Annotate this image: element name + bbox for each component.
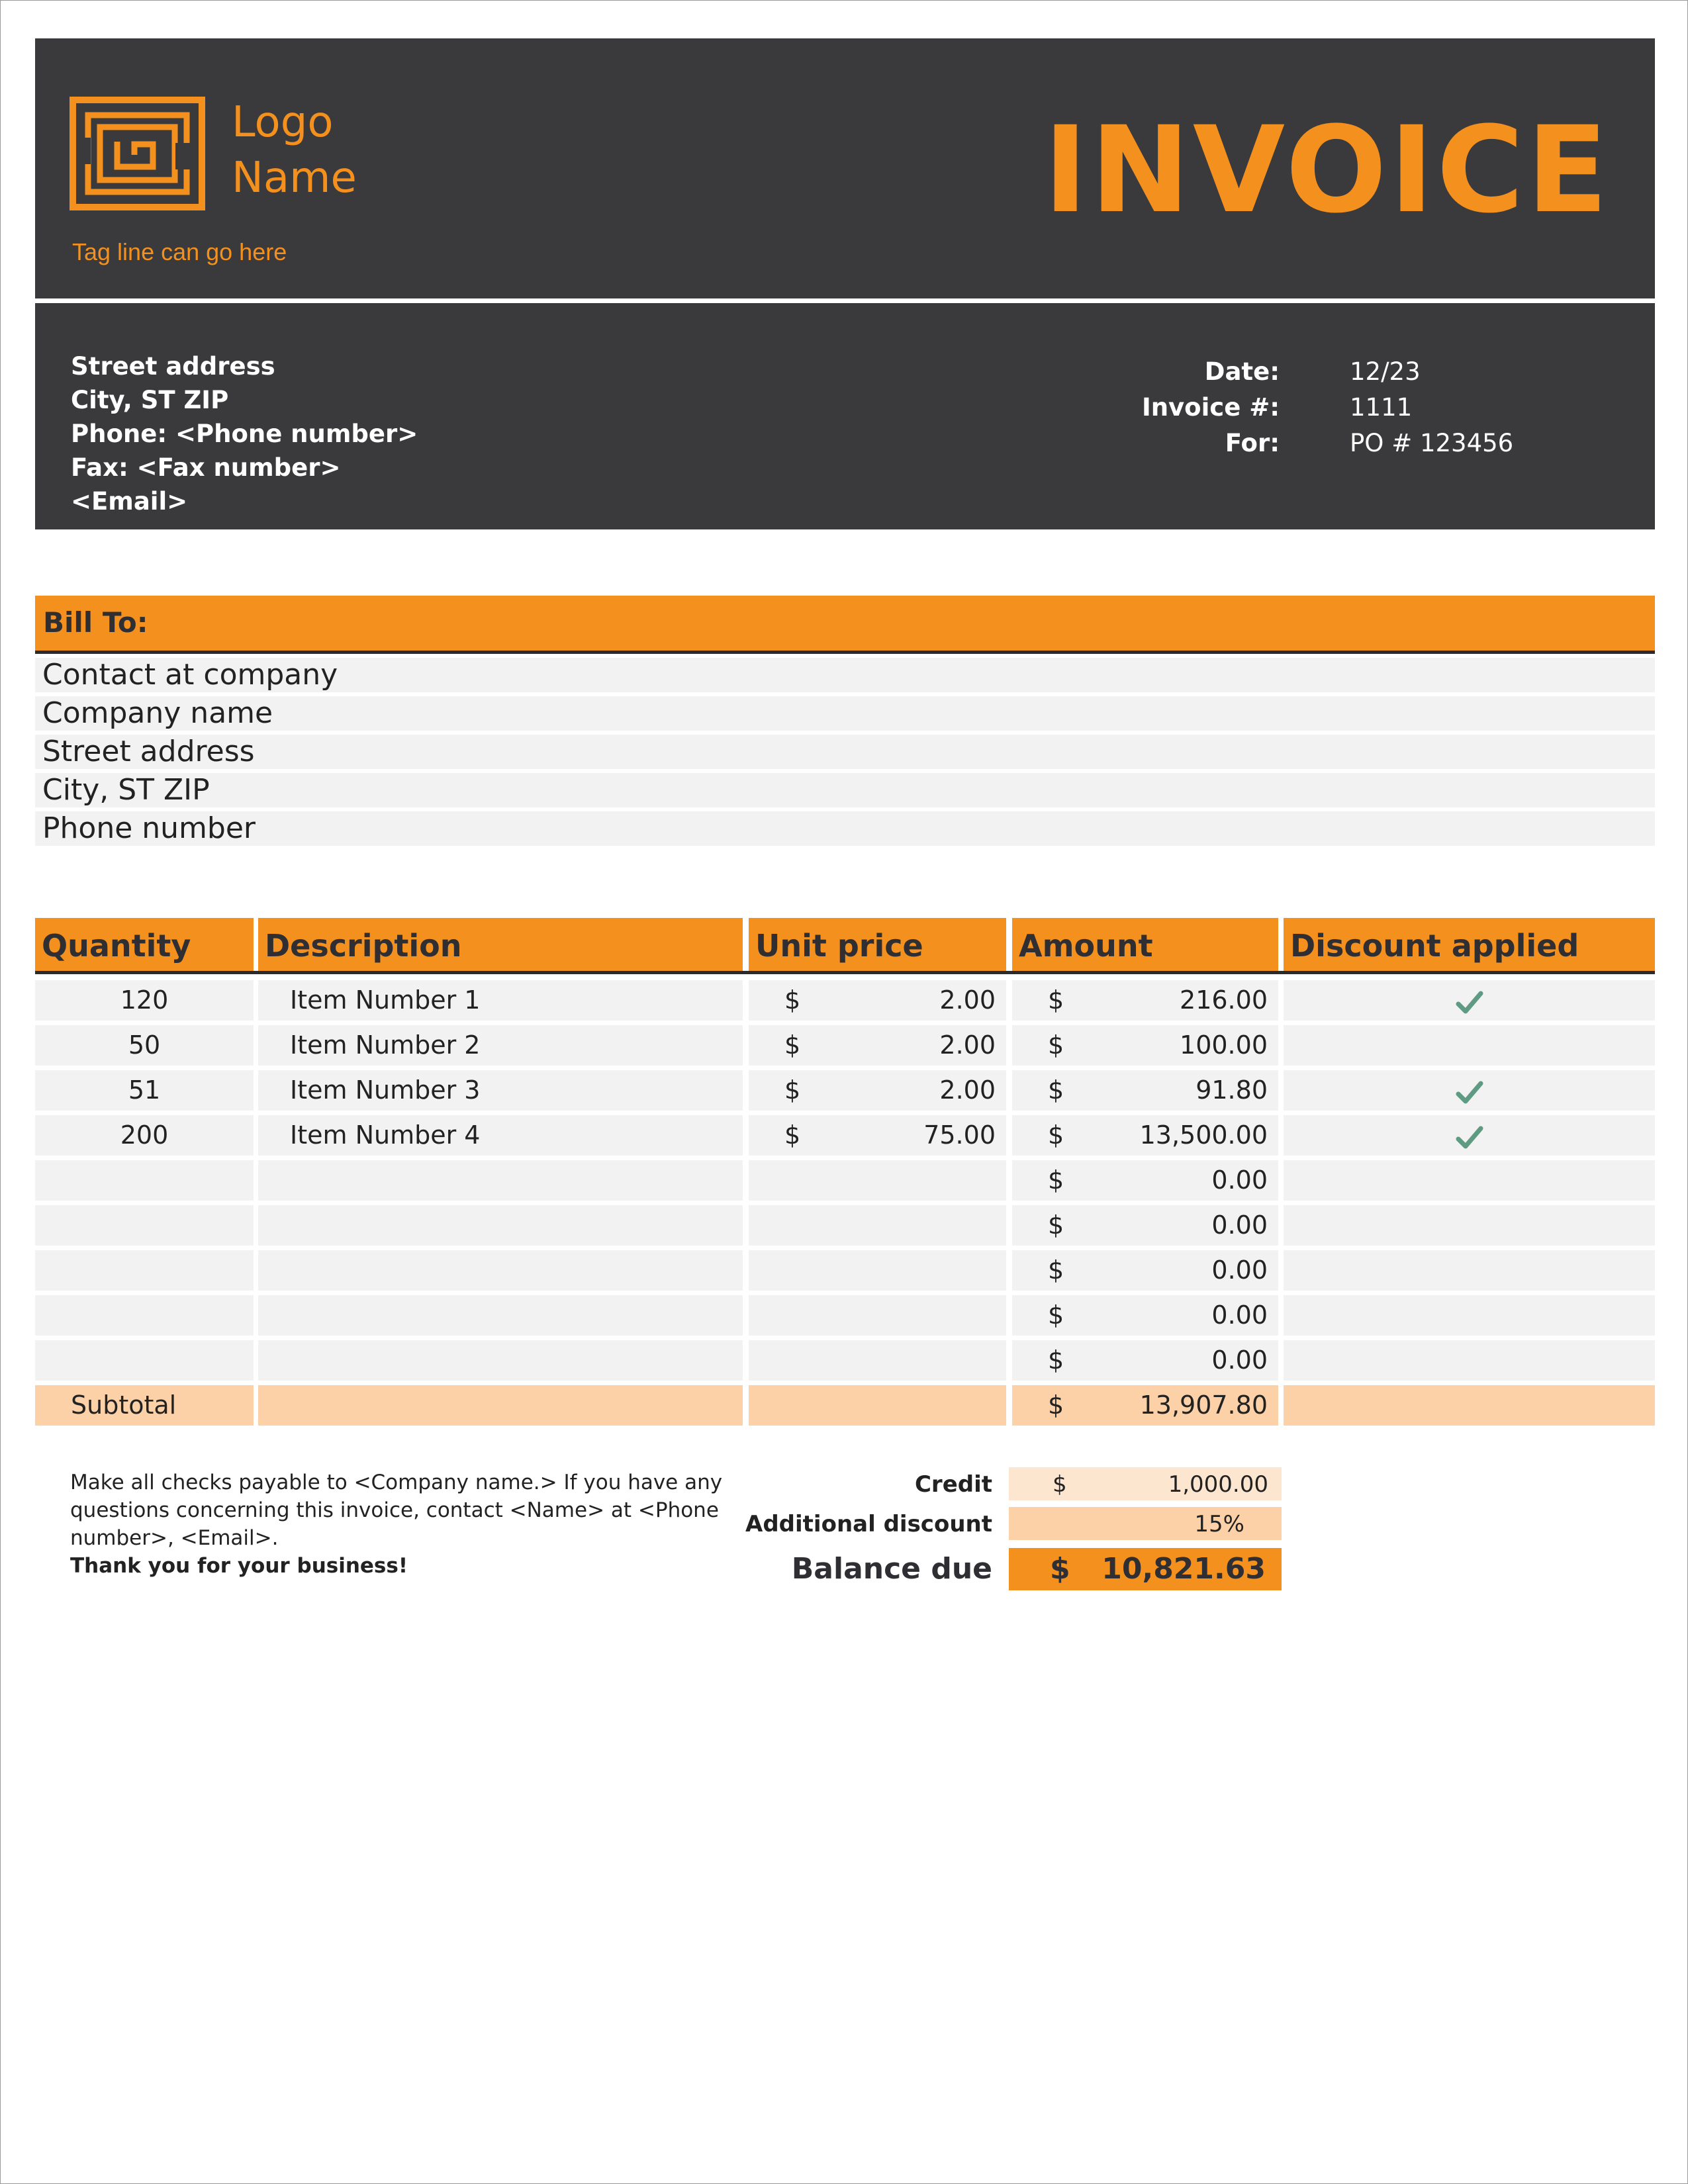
currency-symbol: $ [784,1075,801,1105]
description-cell[interactable] [258,1025,743,1066]
sender-email: <Email> [71,487,188,516]
quantity-cell[interactable] [35,1115,254,1156]
amount-value: 0.00 [1211,1210,1268,1240]
currency-symbol: $ [1048,1030,1064,1060]
amount-cell [1012,1205,1278,1246]
amount-cell [1012,1295,1278,1336]
description-cell[interactable] [258,1295,743,1336]
discount-cell[interactable] [1284,1295,1655,1336]
col-header-description [258,918,743,974]
sender-address [71,349,418,518]
bill-to-label: Bill To: [43,606,148,639]
maze-logo-icon [70,97,205,210]
for-value[interactable]: PO # 123456 [1350,429,1514,457]
currency-symbol: $ [1048,1165,1064,1195]
discount-cell[interactable] [1284,1250,1655,1291]
quantity-value: 50 [128,1030,161,1060]
discount-cell[interactable] [1284,1115,1655,1156]
bill-to-line: City, ST ZIP [42,773,210,807]
unit-price-value: 2.00 [939,1030,996,1060]
col-header-unit-price [749,918,1006,974]
col-header-label: Unit price [755,928,923,964]
bill-to-phone[interactable] [35,811,1655,846]
subtotal-blank-cell [749,1385,1006,1426]
quantity-cell[interactable] [35,1025,254,1066]
unit-price-cell[interactable] [749,1070,1006,1111]
invoice-number-label: Invoice #: [1141,393,1280,422]
amount-cell [1012,980,1278,1021]
unit-price-value: 2.00 [939,985,996,1015]
logo-line-1: Logo [232,98,334,147]
balance-currency: $ [1050,1552,1070,1586]
quantity-cell[interactable] [35,1340,254,1381]
bill-to-line: Contact at company [42,658,338,692]
checkmark-icon [1284,1122,1655,1162]
unit-price-value: 75.00 [923,1120,996,1150]
meta-labels [975,354,1280,461]
description-cell[interactable] [258,1340,743,1381]
unit-price-cell[interactable] [749,1295,1006,1336]
amount-value: 0.00 [1211,1165,1268,1195]
date-value[interactable]: 12/23 [1350,357,1421,386]
amount-value: 0.00 [1211,1300,1268,1330]
discount-cell[interactable] [1284,1025,1655,1066]
additional-discount-label: Additional discount [745,1511,992,1537]
bill-to-line: Street address [42,735,255,768]
unit-price-cell[interactable] [749,980,1006,1021]
description-value: Item Number 2 [290,1030,481,1060]
logo-line-2: Name [232,154,357,203]
description-value: Item Number 3 [290,1075,481,1105]
description-cell[interactable] [258,1160,743,1201]
bill-to-line: Company name [42,696,273,730]
amount-cell [1012,1340,1278,1381]
for-label: For: [1225,429,1280,457]
currency-symbol: $ [784,985,801,1015]
col-header-quantity [35,918,254,974]
bill-to-street[interactable] [35,735,1655,769]
col-header-label: Amount [1019,928,1153,964]
currency-symbol: $ [1048,1075,1064,1105]
description-cell[interactable] [258,1205,743,1246]
subtotal-label: Subtotal [71,1390,177,1420]
quantity-cell[interactable] [35,1295,254,1336]
subtotal-blank-cell [1284,1385,1655,1426]
sender-street: Street address [71,352,275,381]
sender-fax: Fax: <Fax number> [71,453,341,482]
invoice-title: INVOICE [1043,101,1611,240]
sender-phone: Phone: <Phone number> [71,420,418,448]
date-label: Date: [1204,357,1280,386]
description-value: Item Number 1 [290,985,481,1015]
balance-due-label: Balance due [791,1552,992,1586]
unit-price-cell[interactable] [749,1250,1006,1291]
discount-cell[interactable] [1284,1340,1655,1381]
amount-value: 0.00 [1211,1345,1268,1375]
sender-city: City, ST ZIP [71,386,229,414]
credit-field[interactable] [1009,1467,1282,1500]
credit-label: Credit [914,1471,992,1498]
amount-value: 100.00 [1180,1030,1268,1060]
unit-price-cell[interactable] [749,1340,1006,1381]
unit-price-value: 2.00 [939,1075,996,1105]
currency-symbol: $ [1048,1345,1064,1375]
thank-you-text: Thank you for your business! [70,1554,408,1578]
col-header-label: Quantity [42,928,191,964]
amount-cell [1012,1160,1278,1201]
discount-cell[interactable] [1284,1160,1655,1201]
credit-value: 1,000.00 [1168,1471,1268,1498]
subtotal-label-cell [35,1385,254,1426]
unit-price-cell[interactable] [749,1025,1006,1066]
amount-value: 216.00 [1180,985,1268,1015]
sender-info-band [35,303,1655,529]
quantity-cell[interactable] [35,1070,254,1111]
logo-name [232,95,450,206]
amount-cell [1012,1070,1278,1111]
unit-price-cell[interactable] [749,1205,1006,1246]
amount-value: 13,500.00 [1139,1120,1268,1150]
subtotal-amount-cell [1012,1385,1278,1426]
subtotal-blank-cell [258,1385,743,1426]
description-cell[interactable] [258,1070,743,1111]
amount-value: 91.80 [1196,1075,1268,1105]
description-cell[interactable] [258,1250,743,1291]
currency-symbol: $ [1048,1300,1064,1330]
additional-discount-field[interactable] [1009,1507,1282,1540]
unit-price-cell[interactable] [749,1160,1006,1201]
currency-symbol: $ [784,1030,801,1060]
payment-instructions: Make all checks payable to <Company name.> If you have any questions concerning this invoice, contact <Name> at <Phone number>, <Email>. [70,1471,723,1550]
bill-to-company[interactable] [35,696,1655,731]
quantity-value: 120 [120,985,169,1015]
currency-symbol: $ [1048,1390,1064,1420]
col-header-label: Description [265,928,462,964]
currency-symbol: $ [784,1120,801,1150]
quantity-cell[interactable] [35,1160,254,1201]
quantity-cell[interactable] [35,1250,254,1291]
currency-symbol: $ [1048,1210,1064,1240]
quantity-value: 200 [120,1120,169,1150]
header-rule [35,971,1655,974]
invoice-number-value[interactable]: 1111 [1350,393,1413,422]
amount-cell [1012,1115,1278,1156]
col-header-amount [1012,918,1278,974]
invoice-meta [962,343,1650,490]
currency-symbol: $ [1048,1120,1064,1150]
balance-due-field [1009,1548,1282,1590]
currency-symbol: $ [1048,1255,1064,1285]
discount-cell[interactable] [1284,1205,1655,1246]
discount-cell[interactable] [1284,980,1655,1021]
col-header-discount [1284,918,1655,974]
credit-currency: $ [1053,1471,1067,1498]
unit-price-cell[interactable] [749,1115,1006,1156]
meta-values [1350,354,1615,461]
quantity-cell[interactable] [35,1205,254,1246]
description-value: Item Number 4 [290,1120,481,1150]
additional-discount-value: 15% [1194,1511,1244,1537]
bill-to-heading [35,596,1655,654]
quantity-value: 51 [128,1075,161,1105]
amount-cell [1012,1250,1278,1291]
description-cell[interactable] [258,1115,743,1156]
header-banner [35,38,1655,298]
subtotal-value: 13,907.80 [1139,1390,1268,1420]
amount-cell [1012,1025,1278,1066]
description-cell[interactable] [258,980,743,1021]
quantity-cell[interactable] [35,980,254,1021]
currency-symbol: $ [1048,985,1064,1015]
tagline: Tag line can go here [72,238,287,265]
bill-to-line: Phone number [42,811,256,845]
bill-to-city[interactable] [35,773,1655,807]
amount-value: 0.00 [1211,1255,1268,1285]
bill-to-contact[interactable] [35,658,1655,692]
col-header-label: Discount applied [1290,928,1579,964]
checkmark-icon [1284,987,1655,1027]
balance-due-value: 10,821.63 [1102,1552,1266,1586]
checkmark-icon [1284,1077,1655,1117]
discount-cell[interactable] [1284,1070,1655,1111]
